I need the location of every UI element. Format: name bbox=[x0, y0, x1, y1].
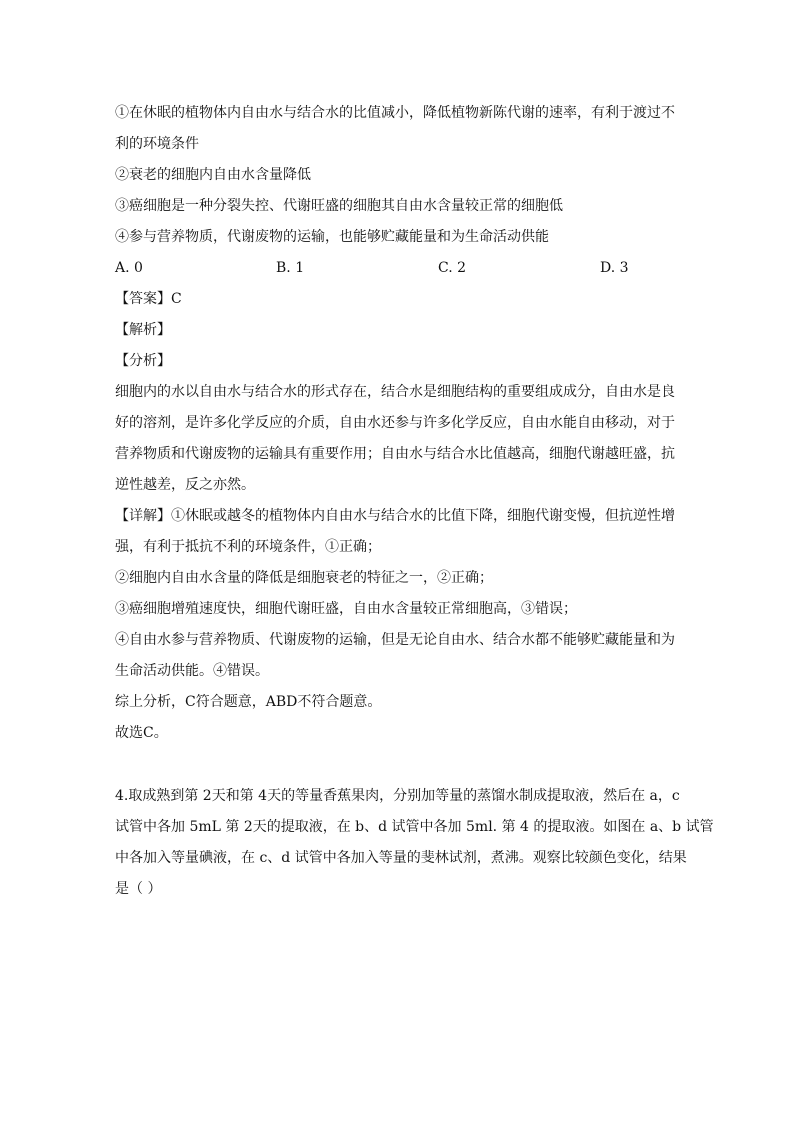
question-4-line-1: 4.取成熟到第 2天和第 4天的等量香蕉果肉，分别加等量的蒸馏水制成提取液，然后在 a，c bbox=[115, 788, 680, 804]
answer: 【答案】C bbox=[115, 291, 182, 307]
option-a: A. 0 bbox=[115, 260, 143, 276]
detail-line-4: ③癌细胞增殖速度快，细胞代谢旺盛，自由水含量较正常细胞高，③错误； bbox=[115, 601, 577, 617]
detail-line-1: 【详解】①休眠或越冬的植物体内自由水与结合水的比值下降，细胞代谢变慢，但抗逆性增 bbox=[115, 508, 675, 524]
detail-line-6: 生命活动供能。④错误。 bbox=[115, 663, 269, 679]
option-c: C. 2 bbox=[438, 260, 467, 276]
analysis-heading: 【解析】 bbox=[115, 322, 171, 338]
statement-2: ②衰老的细胞内自由水含量降低 bbox=[115, 167, 311, 183]
statement-1-line-2: 利的环境条件 bbox=[115, 136, 199, 152]
detail-choice: 故选C。 bbox=[115, 725, 168, 741]
statement-3: ③癌细胞是一种分裂失控、代谢旺盛的细胞其自由水含量较正常的细胞低 bbox=[115, 198, 563, 214]
question-4-line-3: 中各加入等量碘液，在 c、d 试管中各加入等量的斐林试剂，煮沸。观察比较颜色变化，结果 bbox=[115, 850, 687, 866]
statement-4: ④参与营养物质，代谢废物的运输，也能够贮藏能量和为生命活动供能 bbox=[115, 229, 549, 245]
question-4-line-2: 试管中各加 5mL 第 2天的提取液，在 b、d 试管中各加 5ml. 第 4 的提取液。如图在 a、b 试管 bbox=[115, 819, 714, 835]
analysis-line-3: 营养物质和代谢废物的运输具有重要作用；自由水与结合水比值越高，细胞代谢越旺盛，抗 bbox=[115, 446, 675, 462]
question-4-line-4: 是（ ） bbox=[115, 881, 162, 897]
analysis-line-2: 好的溶剂，是许多化学反应的介质，自由水还参与许多化学反应，自由水能自由移动，对于 bbox=[115, 415, 675, 431]
detail-line-3: ②细胞内自由水含量的降低是细胞衰老的特征之一，②正确； bbox=[115, 570, 493, 586]
detail-summary: 综上分析，C符合题意，ABD不符合题意。 bbox=[115, 694, 382, 710]
analysis-subheading: 【分析】 bbox=[115, 353, 171, 369]
detail-line-2: 强，有利于抵抗不利的环境条件，①正确； bbox=[115, 539, 381, 555]
option-b: B. 1 bbox=[276, 260, 305, 276]
option-d: D. 3 bbox=[600, 260, 629, 276]
analysis-line-1: 细胞内的水以自由水与结合水的形式存在，结合水是细胞结构的重要组成成分，自由水是良 bbox=[115, 384, 675, 400]
detail-line-5: ④自由水参与营养物质、代谢废物的运输，但是无论自由水、结合水都不能够贮藏能量和为 bbox=[115, 632, 675, 648]
analysis-line-4: 逆性越差，反之亦然。 bbox=[115, 477, 255, 493]
statement-1-line-1: ①在休眠的植物体内自由水与结合水的比值减小，降低植物新陈代谢的速率，有利于渡过不 bbox=[115, 105, 675, 121]
